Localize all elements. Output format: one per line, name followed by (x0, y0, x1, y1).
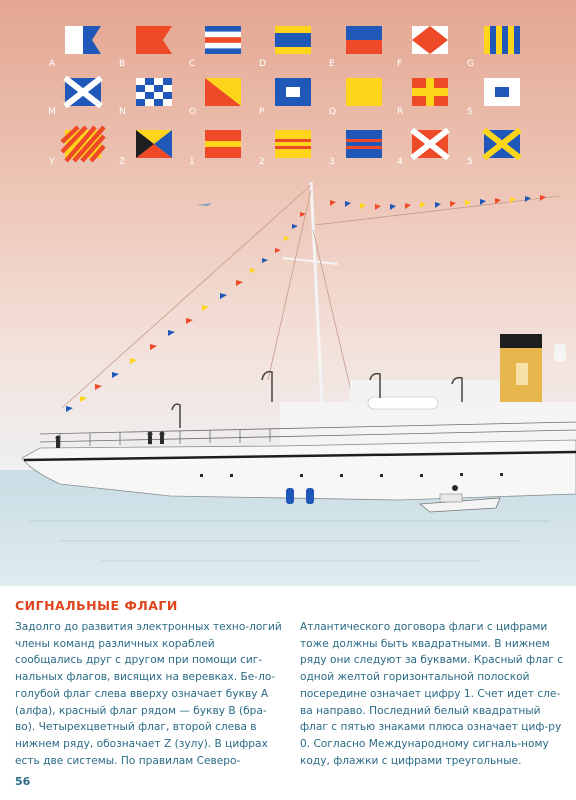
flag-label-e: E (329, 59, 335, 69)
flag-label-a: A (49, 59, 56, 69)
flag-label-y: Y (49, 157, 55, 167)
flag-label-z: Z (119, 157, 126, 167)
fender (306, 488, 314, 504)
flag-label-m: M (48, 107, 56, 117)
flag-c (205, 26, 241, 54)
flag-label-o: O (189, 107, 197, 117)
flag-o (205, 78, 241, 106)
flag-y (62, 127, 104, 161)
flag-label-p: P (259, 107, 265, 117)
flag-3 (346, 130, 382, 158)
flag-r (412, 78, 448, 106)
flag-label-b: B (119, 59, 126, 69)
flag-f (412, 26, 448, 54)
body-column-left (15, 619, 285, 769)
flag-label-r: R (397, 107, 404, 117)
flag-4 (412, 130, 448, 158)
flag-n (136, 78, 172, 106)
flag-label-3: 3 (329, 157, 335, 167)
flag-label-f: F (397, 59, 403, 69)
paragraph-right: Атлантического договора флаги с цифрами тоже должны быть квадратными. В нижнем ряду они следуют за буквами. Красный флаг с одной желтой горизонтальной полоской посередине означает цифру 1. Счет идет сле-ва направо. Последний белый квадратный флаг с пятью знаками плюса означает циф-ру 0. Согласно Международному сигналь-ному коду, флажки с цифрами треугольные. (300, 621, 564, 767)
flag-m (65, 78, 101, 106)
flag-q (346, 78, 382, 106)
flag-label-c: C (189, 59, 196, 69)
flag-label-1: 1 (189, 157, 195, 167)
flag-label-s: S (467, 107, 473, 117)
flag-label-d: D (259, 59, 266, 69)
body-column-right (300, 619, 566, 769)
flag-e (346, 26, 382, 54)
flag-2 (275, 130, 311, 158)
text-section (0, 586, 576, 800)
flag-label-2: 2 (259, 157, 265, 167)
flag-d (275, 26, 311, 54)
fender (286, 488, 294, 504)
flag-label-5: 5 (467, 157, 473, 167)
flag-label-4: 4 (397, 157, 403, 167)
page-number: 56 (15, 775, 31, 788)
flag-5 (484, 130, 520, 158)
flag-label-q: Q (329, 107, 337, 117)
flag-z (136, 130, 172, 158)
flag-p (275, 78, 311, 106)
flag-s (484, 78, 520, 106)
flag-1 (205, 130, 241, 158)
flag-label-g: G (467, 59, 474, 69)
flag-label-n: N (119, 107, 126, 117)
section-title: СИГНАЛЬНЫЕ ФЛАГИ (15, 598, 178, 613)
paragraph-left: Задолго до развития электронных техно-логий члены команд различных кораблей сообщались друг с другом при помощи сиг-нальных флагов, висящих на веревках. Бе-ло-голубой флаг слева вверху означает букву А (алфа), красный флаг рядом — букву В (бра-во). Четырехцветный флаг, второй слева в нижнем ряду, обозначает Z (зулу). В цифрах есть две системы. По правилам Северо- (15, 621, 282, 767)
flag-g (484, 26, 520, 54)
